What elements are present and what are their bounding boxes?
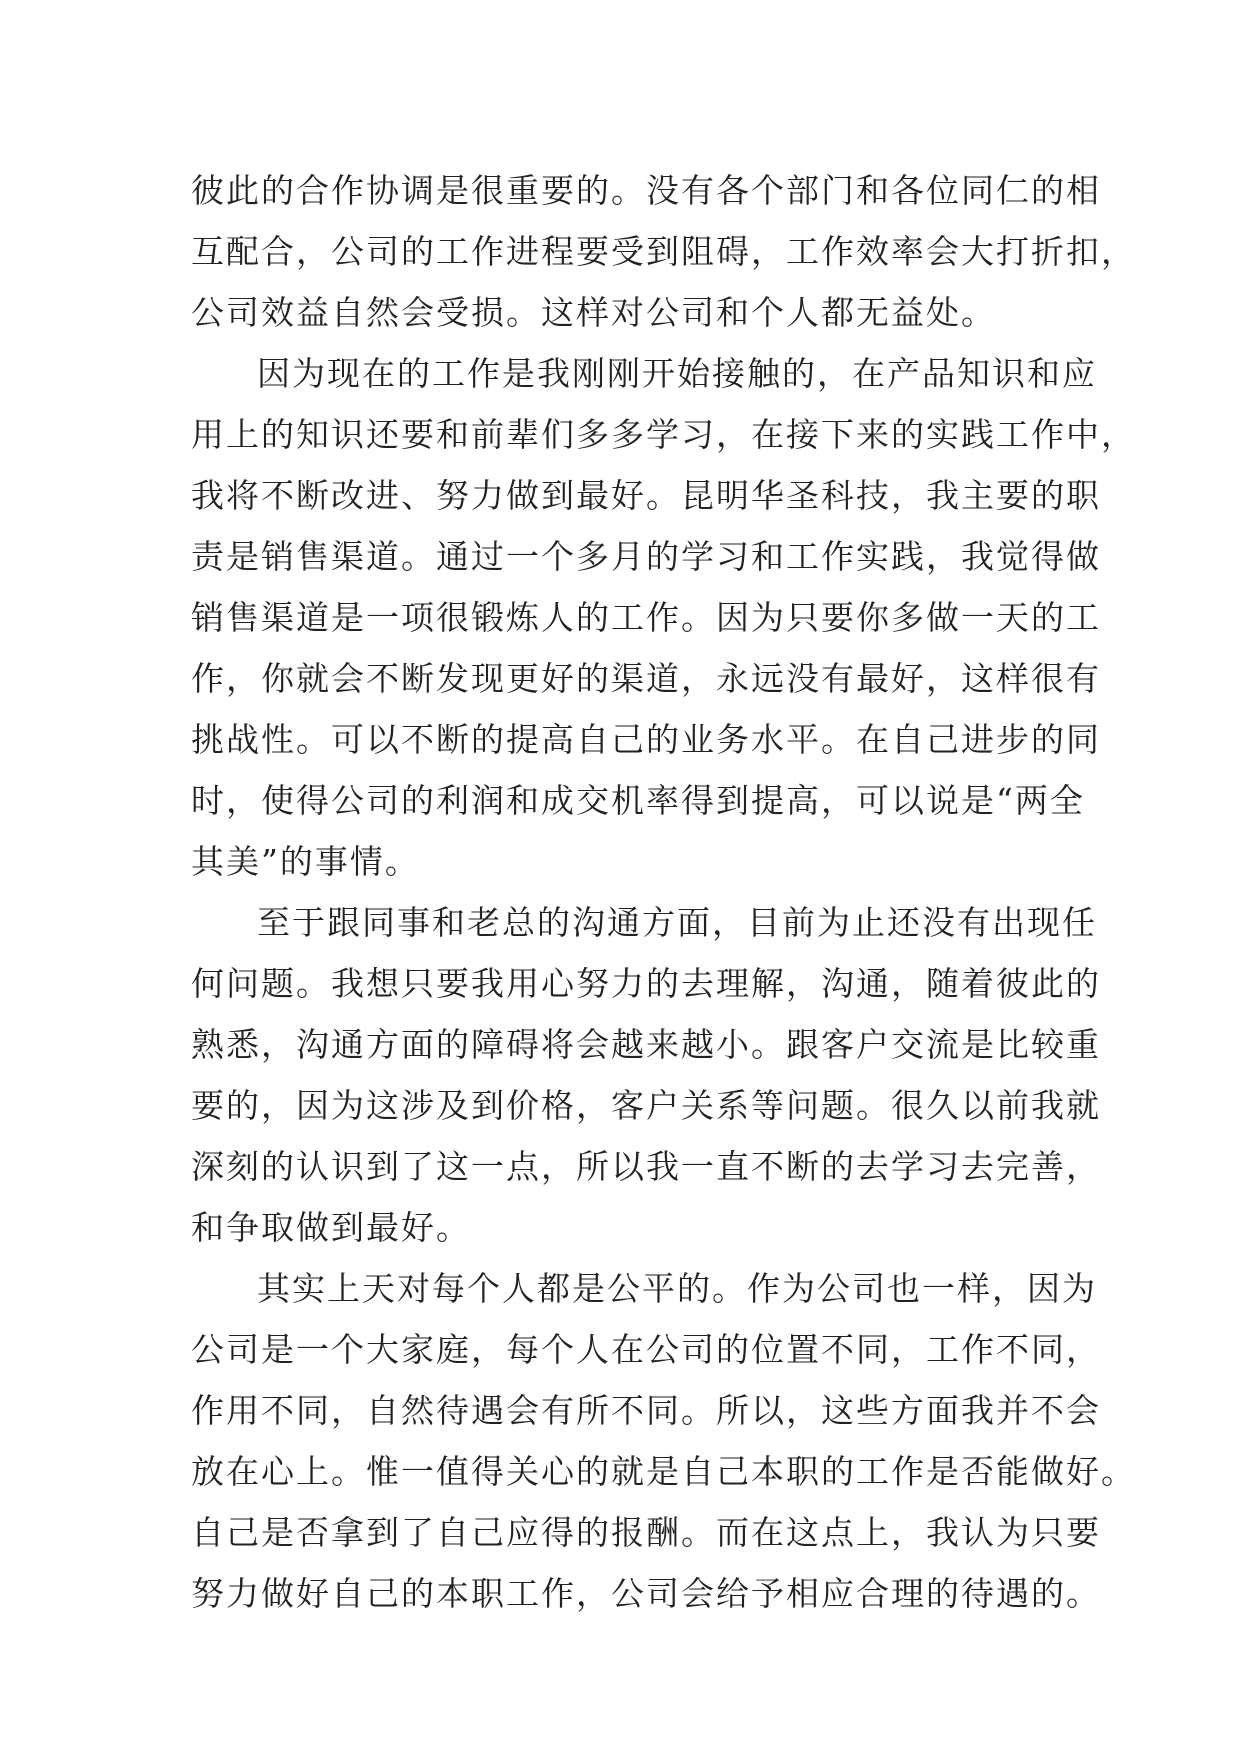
paragraph-first-line: 至于跟同事和老总的沟通方面，目前为止还没有出现任 — [257, 903, 1097, 942]
text-line: 销售渠道是一项很锻炼人的工作。因为只要你多做一天的工 — [191, 598, 1101, 637]
text-line: 时，使得公司的利润和成交机率得到提高，可以说是“两全 — [191, 781, 1085, 820]
text-line: 责是销售渠道。通过一个多月的学习和工作实践，我觉得做 — [191, 537, 1101, 576]
text-line: 其美”的事情。 — [191, 842, 420, 881]
text-line: 公司是一个大家庭，每个人在公司的位置不同，工作不同， — [191, 1330, 1101, 1369]
body-text — [191, 160, 1136, 1624]
text-line: 我将不断改进、努力做到最好。昆明华圣科技，我主要的职 — [191, 476, 1101, 515]
text-line: 深刻的认识到了这一点，所以我一直不断的去学习去完善， — [191, 1147, 1101, 1186]
text-line: 公司效益自然会受损。这样对公司和个人都无益处。 — [191, 293, 996, 332]
text-line: 和争取做到最好。 — [191, 1208, 471, 1247]
text-line: 挑战性。可以不断的提高自己的业务水平。在自己进步的同 — [191, 720, 1101, 759]
text-line: 放在心上。惟一值得关心的就是自己本职的工作是否能做好。 — [191, 1452, 1136, 1491]
text-line: 熟悉，沟通方面的障碍将会越来越小。跟客户交流是比较重 — [191, 1025, 1101, 1064]
paragraph-first-line: 其实上天对每个人都是公平的。作为公司也一样，因为 — [257, 1269, 1097, 1308]
text-line: 彼此的合作协调是很重要的。没有各个部门和各位同仁的相 — [191, 171, 1101, 210]
text-line: 作，你就会不断发现更好的渠道，永远没有最好，这样很有 — [191, 659, 1101, 698]
text-line: 何问题。我想只要我用心努力的去理解，沟通，随着彼此的 — [191, 964, 1101, 1003]
text-line: 努力做好自己的本职工作，公司会给予相应合理的待遇的。 — [191, 1574, 1101, 1613]
text-line: 要的，因为这涉及到价格，客户关系等问题。很久以前我就 — [191, 1086, 1101, 1125]
text-line: 互配合，公司的工作进程要受到阻碍，工作效率会大打折扣， — [191, 232, 1136, 271]
text-line: 作用不同，自然待遇会有所不同。所以，这些方面我并不会 — [191, 1391, 1101, 1430]
text-line: 自己是否拿到了自己应得的报酬。而在这点上，我认为只要 — [191, 1513, 1101, 1552]
text-line: 用上的知识还要和前辈们多多学习，在接下来的实践工作中， — [191, 415, 1136, 454]
paragraph-first-line: 因为现在的工作是我刚刚开始接触的，在产品知识和应 — [257, 354, 1097, 393]
